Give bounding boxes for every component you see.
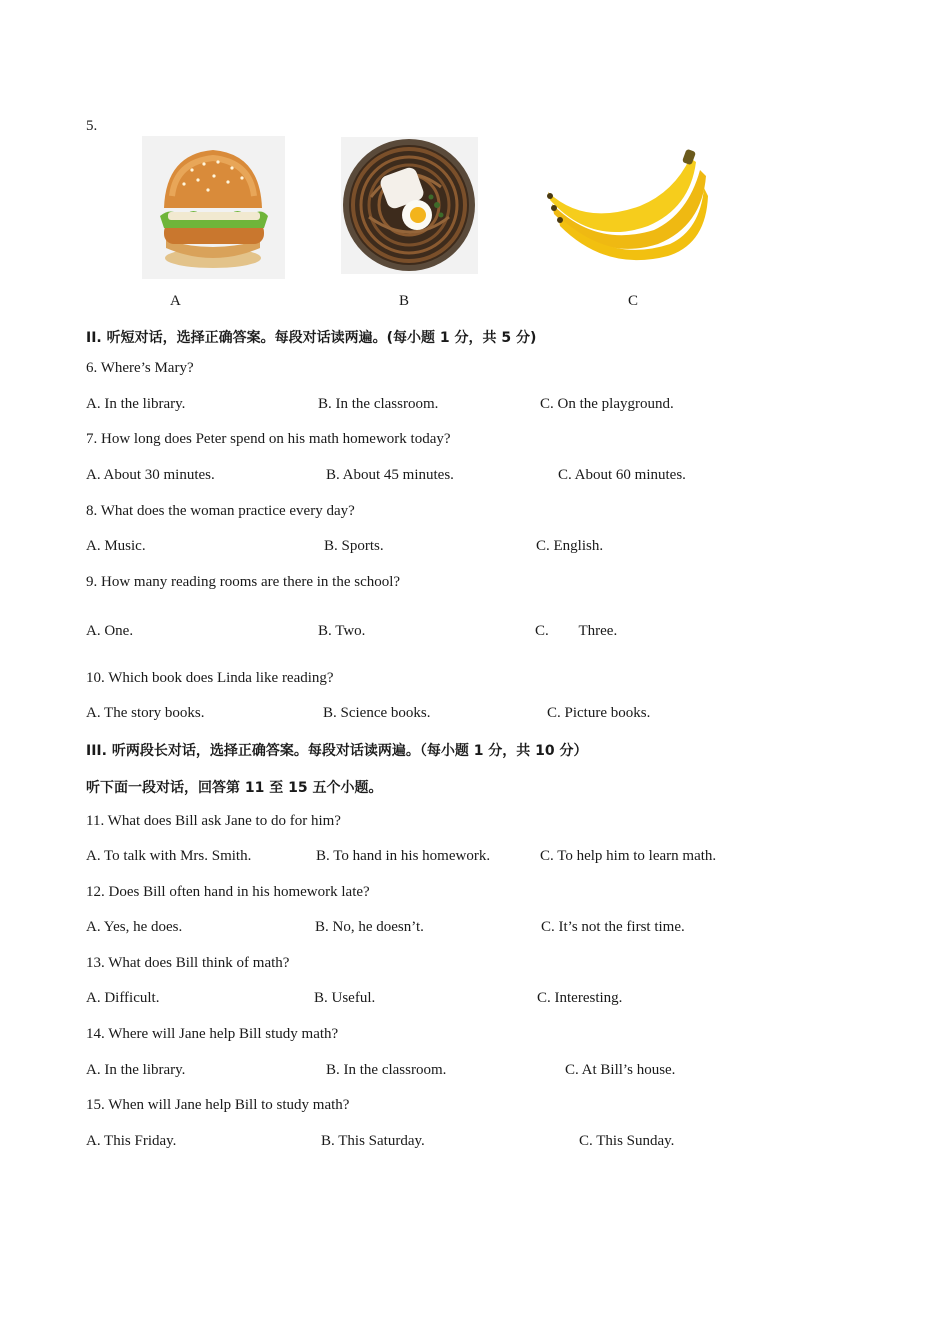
q12-option-b: B. No, he doesn’t. [315, 919, 424, 935]
question-8: 8. What does the woman practice every day? [86, 503, 355, 519]
q15-option-c: C. This Sunday. [579, 1133, 675, 1149]
question-15: 15. When will Jane help Bill to study math? [86, 1097, 350, 1113]
q5-label-c: C [628, 293, 639, 309]
section3-subheading: 听下面一段对话，回答第 11 至 15 五个小题。 [86, 780, 383, 796]
q8-option-b: B. Sports. [324, 538, 384, 554]
noodles-image [341, 137, 478, 274]
question-10: 10. Which book does Linda like reading? [86, 670, 334, 686]
q7-option-c: C. About 60 minutes. [558, 467, 686, 483]
q11-option-a: A. To talk with Mrs. Smith. [86, 848, 252, 864]
q5-label-a: A [170, 293, 181, 309]
banana-image [544, 148, 708, 262]
q10-option-c: C. Picture books. [547, 705, 651, 721]
q13-option-b: B. Useful. [314, 990, 376, 1006]
question-12: 12. Does Bill often hand in his homework late? [86, 884, 370, 900]
q7-option-b: B. About 45 minutes. [326, 467, 454, 483]
q11-option-c: C. To help him to learn math. [540, 848, 717, 864]
section3-heading: III. 听两段长对话，选择正确答案。每段对话读两遍。（每小题 1 分，共 10 分） [86, 743, 588, 759]
q14-option-a: A. In the library. [86, 1062, 186, 1078]
question-7: 7. How long does Peter spend on his math homework today? [86, 431, 451, 447]
section2-heading: II. 听短对话，选择正确答案。每段对话读两遍。(每小题 1 分，共 5 分) [86, 330, 537, 346]
hamburger-image [142, 136, 285, 279]
q9-option-c: C. Three. [535, 623, 618, 639]
q10-option-a: A. The story books. [86, 705, 205, 721]
q12-option-c: C. It’s not the first time. [541, 919, 685, 935]
q12-option-a: A. Yes, he does. [86, 919, 183, 935]
q7-option-a: A. About 30 minutes. [86, 467, 215, 483]
q10-option-b: B. Science books. [323, 705, 431, 721]
q14-option-b: B. In the classroom. [326, 1062, 447, 1078]
q5-number: 5. [86, 118, 98, 134]
q13-option-c: C. Interesting. [537, 990, 623, 1006]
q5-label-b: B [399, 293, 410, 309]
q14-option-c: C. At Bill’s house. [565, 1062, 676, 1078]
q6-option-a: A. In the library. [86, 396, 186, 412]
q8-option-c: C. English. [536, 538, 604, 554]
q13-option-a: A. Difficult. [86, 990, 160, 1006]
question-14: 14. Where will Jane help Bill study math? [86, 1026, 339, 1042]
q6-option-b: B. In the classroom. [318, 396, 439, 412]
q9-option-b: B. Two. [318, 623, 366, 639]
q9-option-a: A. One. [86, 623, 134, 639]
q15-option-a: A. This Friday. [86, 1133, 177, 1149]
question-6: 6. Where’s Mary? [86, 360, 194, 376]
q15-option-b: B. This Saturday. [321, 1133, 425, 1149]
question-9: 9. How many reading rooms are there in the school? [86, 574, 401, 590]
question-13: 13. What does Bill think of math? [86, 955, 290, 971]
q8-option-a: A. Music. [86, 538, 146, 554]
q11-option-b: B. To hand in his homework. [316, 848, 491, 864]
question-11: 11. What does Bill ask Jane to do for him? [86, 813, 341, 829]
q6-option-c: C. On the playground. [540, 396, 674, 412]
